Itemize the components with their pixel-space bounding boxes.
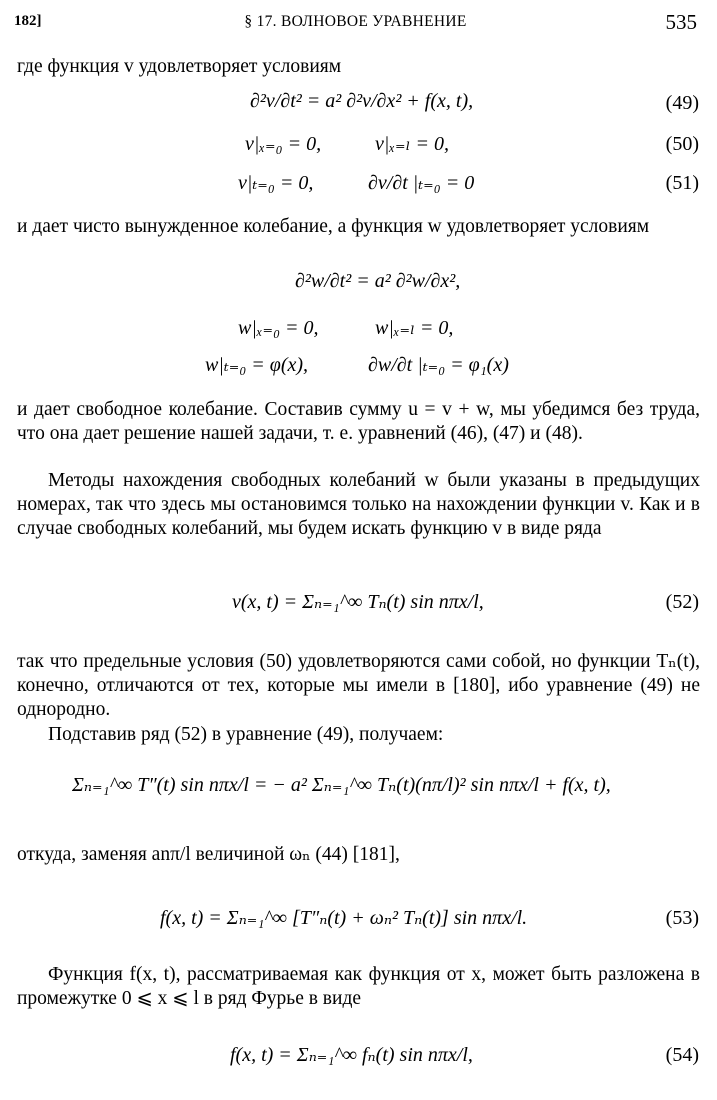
paragraph: Подставив ряд (52) в уравнение (49), получаем: — [48, 724, 444, 745]
paragraph: Методы нахождения свободных колебаний w были указаны в предыдущих номерах, так что здесь мы остановимся только на нахождении функции v. Как и в случае свободных колебаний, мы будем искать функцию v в виде ряда — [17, 470, 700, 539]
paragraph: где функция v удовлетворяет условиям — [17, 56, 342, 77]
equation-body: v|ₓ₌₀ = 0, — [245, 133, 322, 155]
equation-54 — [0, 1040, 717, 1076]
running-title: § 17. ВОЛНОВОЕ УРАВНЕНИЕ — [244, 13, 467, 30]
equation-body: f(x, t) = Σₙ₌₁^∞ fₙ(t) sin nπx/l, — [230, 1044, 473, 1066]
page-number: 535 — [665, 10, 697, 34]
paragraph: Функция f(x, t), рассматриваемая как функция от x, может быть разложена в промежутке 0 ⩽ x ⩽ l в ряд Фурье в виде — [17, 964, 700, 1009]
paragraph: и дает чисто вынужденное колебание, а функция w удовлетворяет условиям — [17, 216, 650, 237]
equation-51 — [0, 168, 717, 204]
equation-body: Σₙ₌₁^∞ T″(t) sin nπx/l = − a² Σₙ₌₁^∞ Tₙ(t)(nπ/l)² sin nπx/l + f(x, t), — [72, 774, 611, 796]
equation-w-initial — [0, 350, 717, 386]
equation-body: w|ₜ₌₀ = φ(x), — [205, 354, 309, 376]
equation-body: w|ₓ₌ₗ = 0, — [375, 317, 454, 339]
equation-number: (49) — [665, 92, 699, 114]
equation-number: (52) — [665, 591, 699, 613]
equation-52 — [0, 587, 717, 623]
equation-49 — [0, 88, 717, 124]
equation-w-boundary — [0, 313, 717, 349]
page-header — [14, 10, 697, 36]
equation-number: (50) — [665, 133, 699, 155]
equation-body: ∂²w/∂t² = a² ∂²w/∂x², — [295, 270, 461, 292]
paragraph: так что предельные условия (50) удовлетворяются сами собой, но функции Tₙ(t), конечно, отличаются от тех, которые мы имели в [180], ибо уравнение (49) не однородно. — [17, 651, 700, 720]
paragraph: и дает свободное колебание. Составив сумму u = v + w, мы убедимся без труда, что она дает решение нашей задачи, т. е. уравнений (46), (47) и (48). — [17, 399, 700, 444]
equation-body: w|ₓ₌₀ = 0, — [238, 317, 319, 339]
equation-number: (53) — [665, 907, 699, 929]
equation-53 — [0, 903, 717, 939]
equation-body: ∂v/∂t |ₜ₌₀ = 0 — [368, 172, 475, 194]
equation-body: f(x, t) = Σₙ₌₁^∞ [T″ₙ(t) + ωₙ² Tₙ(t)] sin nπx/l. — [160, 907, 528, 929]
equation-body: v|ₜ₌₀ = 0, — [238, 172, 314, 194]
equation-body: v(x, t) = Σₙ₌₁^∞ Tₙ(t) sin nπx/l, — [232, 591, 484, 613]
equation-number: (51) — [665, 172, 699, 194]
equation-body: ∂w/∂t |ₜ₌₀ = φ₁(x) — [368, 354, 509, 376]
equation-body: v|ₓ₌ₗ = 0, — [375, 133, 449, 155]
equation-body: ∂²v/∂t² = a² ∂²v/∂x² + f(x, t), — [250, 90, 474, 112]
equation-50 — [0, 129, 717, 165]
equation-substitution — [0, 770, 717, 806]
paragraph: откуда, заменяя anπ/l величиной ωₙ (44) [181], — [17, 844, 400, 865]
equation-w-wave — [0, 268, 717, 304]
equation-number: (54) — [665, 1044, 699, 1066]
section-reference: 182] — [14, 13, 42, 29]
